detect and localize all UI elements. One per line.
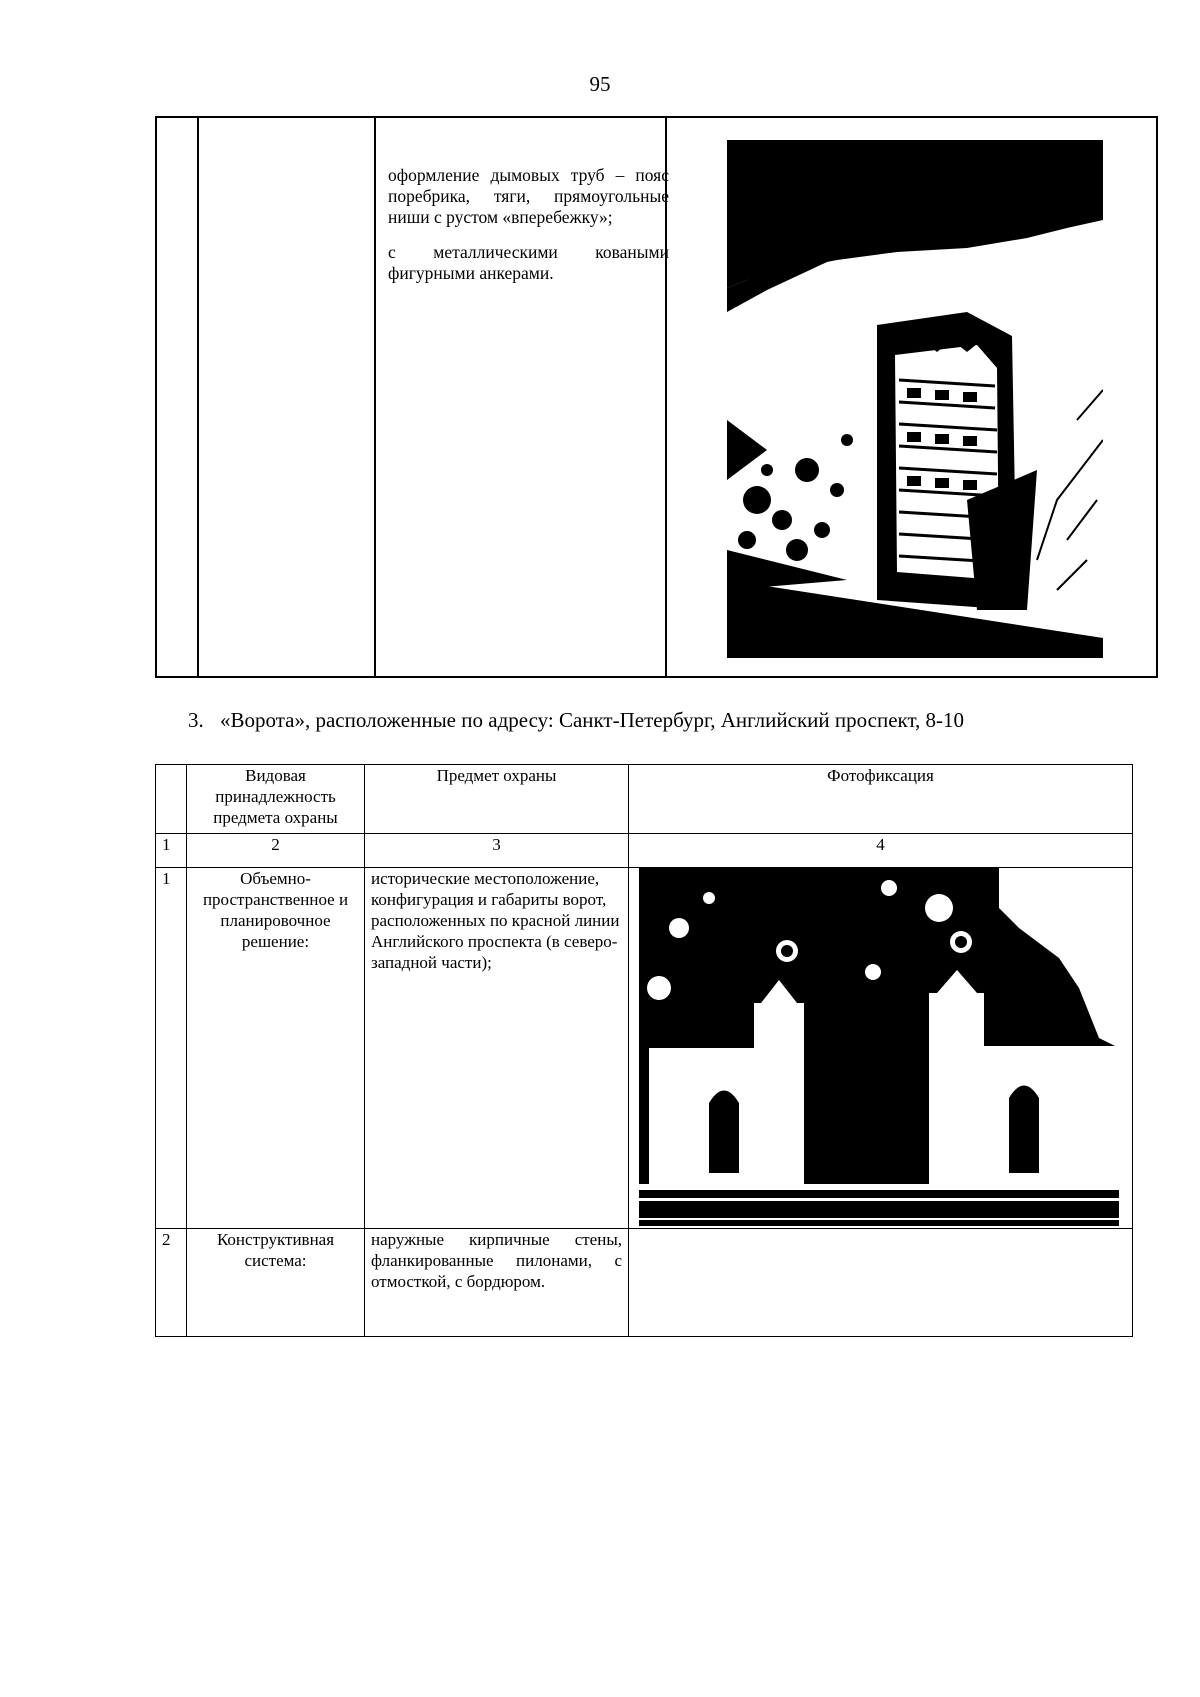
row-number: 1	[156, 868, 187, 1229]
table-row	[156, 1229, 1133, 1337]
continuation-subject-text	[388, 165, 669, 298]
section-title: «Ворота», расположенные по адресу: Санкт-Петербург, Английский проспект, 8-10	[220, 708, 965, 732]
row-type: Объемно-пространственное и планировочное решение:	[187, 868, 365, 1229]
col-divider	[374, 118, 376, 676]
col-number-cell: 2	[187, 834, 365, 868]
section-number: 3.	[188, 708, 204, 732]
col-number-cell: 4	[629, 834, 1133, 868]
row-type: Конструктивная система:	[187, 1229, 365, 1337]
continuation-table	[155, 116, 1158, 678]
row-photo-cell	[629, 868, 1133, 1229]
feature-anchors: с металлическими коваными фигурными анкерами.	[388, 242, 669, 283]
table-row	[156, 868, 1133, 1229]
header-row	[156, 765, 1133, 834]
protection-table	[155, 764, 1133, 1337]
column-number-row	[156, 834, 1133, 868]
page-number: 95	[589, 72, 611, 96]
gate-photo	[639, 868, 1119, 1226]
row-photo-cell-empty	[629, 1229, 1133, 1337]
header-cell-num	[156, 765, 187, 834]
row-subject: наружные кирпичные стены, фланкированные пилонами, с отмосткой, с бордюром.	[365, 1229, 629, 1337]
chimney-photo	[727, 140, 1103, 658]
feature-chimney-decoration: оформление дымовых труб – пояс поребрика, тяги, прямоугольные ниши с рустом «вперебежку»;	[388, 165, 669, 227]
row-subject: исторические местоположение, конфигурация и габариты ворот, расположенных по красной линии Английского проспекта (в северо-западной части);	[365, 868, 629, 1229]
col-number-cell: 1	[156, 834, 187, 868]
header-cell-type: Видовая принадлежность предмета охраны	[187, 765, 365, 834]
header-cell-subject: Предмет охраны	[365, 765, 629, 834]
row-number: 2	[156, 1229, 187, 1337]
header-cell-photo: Фотофиксация	[629, 765, 1133, 834]
col-number-cell: 3	[365, 834, 629, 868]
section-heading	[188, 708, 964, 733]
col-divider	[197, 118, 199, 676]
